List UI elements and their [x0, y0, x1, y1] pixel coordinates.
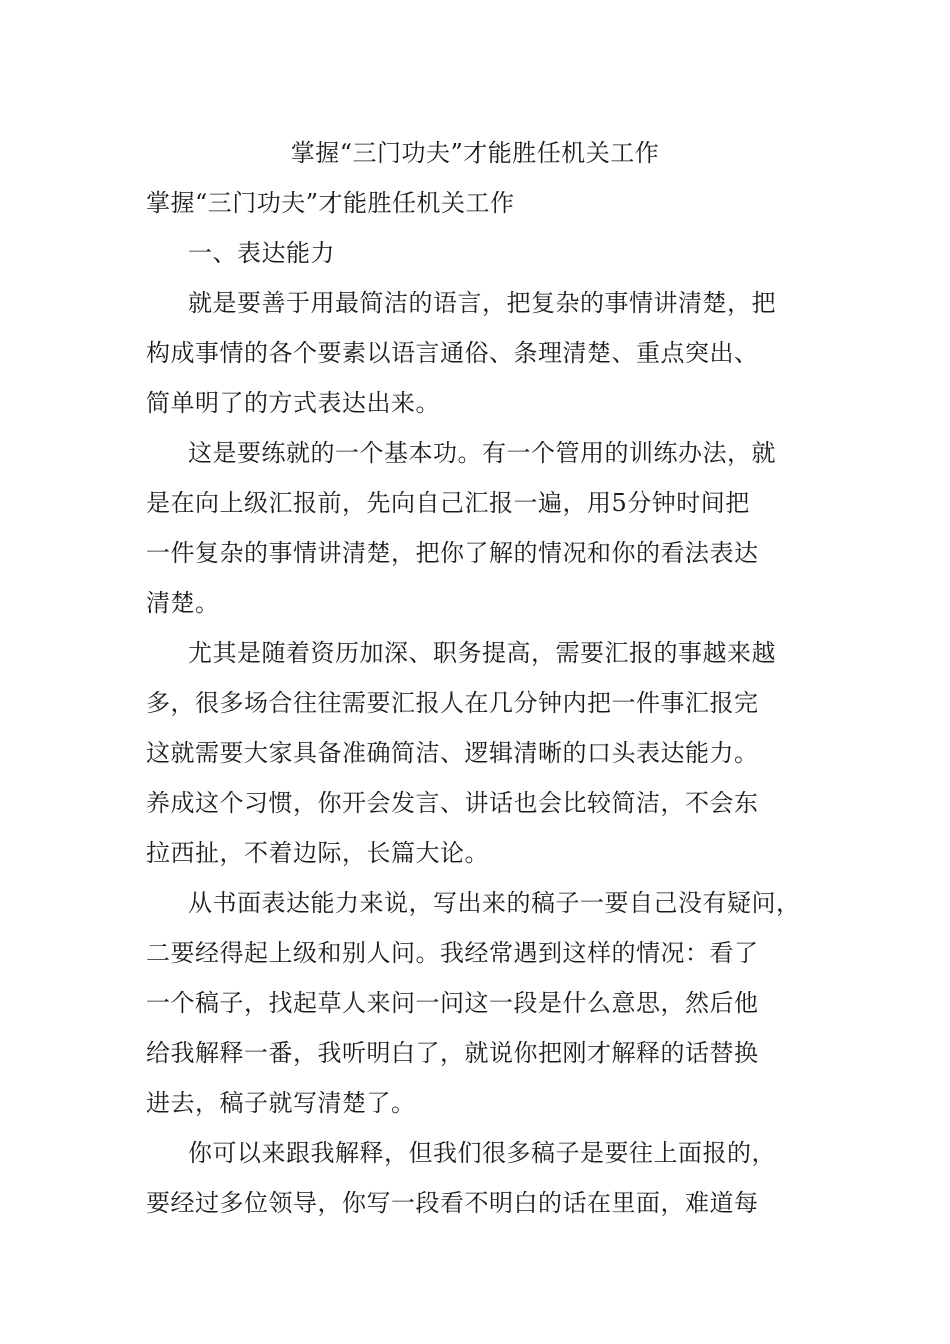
text-line: 这是要练就的一个基本功。有一个管用的训练办法，就	[188, 439, 776, 467]
text-line: 简单明了的方式表达出来。	[146, 389, 440, 417]
text-line: 从书面表达能力来说，写出来的稿子一要自己没有疑问，	[188, 889, 801, 917]
document-title: 掌握“三门功夫”才能胜任机关工作	[290, 139, 660, 167]
text-line: 构成事情的各个要素以语言通俗、条理清楚、重点突出、	[146, 339, 759, 367]
text-line: 尤其是随着资历加深、职务提高，需要汇报的事越来越	[188, 639, 776, 667]
text-line: 要经过多位领导，你写一段看不明白的话在里面，难道每	[146, 1189, 759, 1217]
text-line: 一个稿子，找起草人来问一问这一段是什么意思，然后他	[146, 989, 759, 1017]
document-body	[146, 178, 816, 1228]
text-line: 清楚。	[146, 589, 220, 617]
text-line: 就是要善于用最简洁的语言，把复杂的事情讲清楚，把	[188, 289, 776, 317]
text-line: 是在向上级汇报前，先向自己汇报一遍，用5分钟时间把	[146, 489, 750, 517]
text-line: 给我解释一番，我听明白了，就说你把刚才解释的话替换	[146, 1039, 759, 1067]
text-line: 这就需要大家具备准确简洁、逻辑清晰的口头表达能力。	[146, 739, 759, 767]
text-line: 多，很多场合往往需要汇报人在几分钟内把一件事汇报完	[146, 689, 759, 717]
text-line: 一件复杂的事情讲清楚，把你了解的情况和你的看法表达	[146, 539, 759, 567]
text-line: 你可以来跟我解释，但我们很多稿子是要往上面报的，	[188, 1139, 776, 1167]
text-line: 进去，稿子就写清楚了。	[146, 1089, 416, 1117]
text-line: 二要经得起上级和别人问。我经常遇到这样的情况：看了	[146, 939, 759, 967]
text-line: 拉西扯，不着边际，长篇大论。	[146, 839, 489, 867]
section-heading: 一、表达能力	[188, 239, 335, 267]
subtitle-line: 掌握“三门功夫”才能胜任机关工作	[146, 189, 515, 217]
text-line: 养成这个习惯，你开会发言、讲话也会比较简洁，不会东	[146, 789, 759, 817]
